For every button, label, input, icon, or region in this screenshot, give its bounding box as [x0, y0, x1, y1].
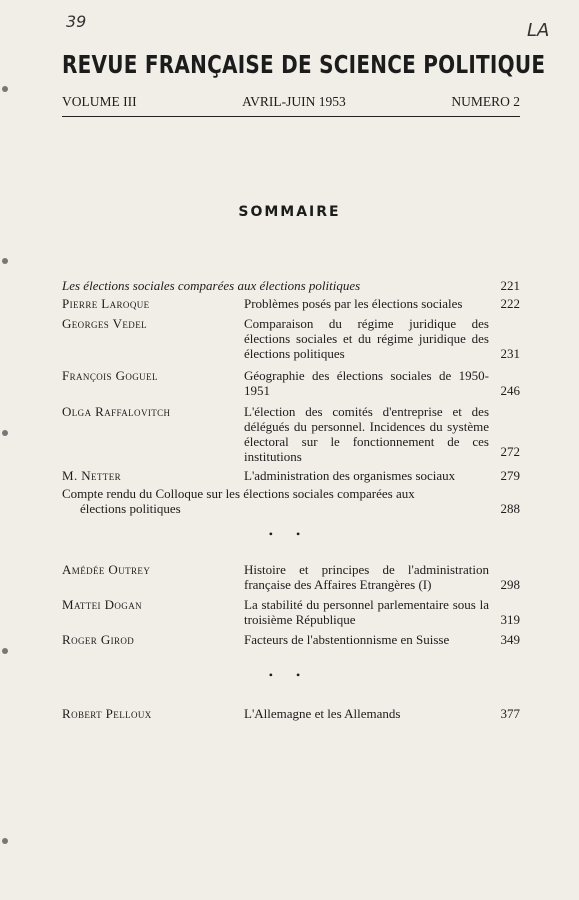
article-title: L'administration des organismes sociaux — [244, 468, 456, 483]
article-author: Roger Girod — [62, 632, 135, 647]
page-number: 298 — [500, 577, 520, 592]
page-number: 279 — [500, 468, 520, 483]
issue-date: AVRIL-JUIN 1953 — [242, 94, 346, 109]
page-number: 288 — [500, 501, 520, 516]
article-title: L'Allemagne et les Allemands — [244, 706, 401, 721]
article-title: Comparaison du régime juridique des élections sociales et du régime juridique des élections politiques — [244, 316, 489, 361]
report-title-line1: Compte rendu du Colloque sur les élections sociales comparées aux — [62, 486, 415, 501]
page-number: 231 — [500, 346, 520, 361]
issue-number: NUMERO 2 — [451, 94, 520, 109]
volume-label: VOLUME III — [62, 94, 137, 109]
journal-title: REVUE FRANÇAISE DE SCIENCE POLITIQUE — [62, 50, 546, 79]
article-author: Mattei Dogan — [62, 597, 142, 612]
page-number: 377 — [500, 706, 520, 721]
page-number: 319 — [500, 612, 520, 627]
handwritten-page-number: 39 — [66, 12, 87, 31]
report-title-line2: élections politiques — [80, 501, 181, 516]
article-author: François Goguel — [62, 368, 158, 383]
article-title: Facteurs de l'abstentionnisme en Suisse — [244, 632, 450, 647]
article-author: M. Netter — [62, 468, 122, 483]
binding-hole-mark — [2, 430, 8, 436]
page-number: 222 — [500, 296, 520, 311]
section-title: Les élections sociales comparées aux élections politiques — [62, 278, 361, 293]
article-title: L'élection des comités d'entreprise et des délégués du personnel. Incidences du système électoral sur le fonctionnement de ces institutions — [244, 404, 489, 464]
article-author: Amédée Outrey — [62, 562, 151, 577]
handwritten-initials: LA — [527, 20, 550, 41]
article-title: Géographie des élections sociales de 1950-1951 — [244, 368, 489, 398]
article-title: Histoire et principes de l'administration française des Affaires Etrangères (I) — [244, 562, 489, 592]
article-author: Robert Pelloux — [62, 706, 152, 721]
page-number: 221 — [500, 278, 520, 293]
binding-hole-mark — [2, 648, 8, 654]
page-number: 272 — [500, 444, 520, 459]
binding-hole-mark — [2, 86, 8, 92]
article-author: Olga Raffalovitch — [62, 404, 171, 419]
section-separator: • • — [268, 527, 311, 541]
page-number: 246 — [500, 383, 520, 398]
article-author: Georges Vedel — [62, 316, 147, 331]
issue-info — [62, 94, 520, 117]
article-author: Pierre Laroque — [62, 296, 150, 311]
page-number: 349 — [500, 632, 520, 647]
contents-heading: SOMMAIRE — [238, 204, 341, 220]
binding-hole-mark — [2, 838, 8, 844]
binding-hole-mark — [2, 258, 8, 264]
section-separator: • • — [268, 668, 311, 682]
article-title: Problèmes posés par les élections sociales — [244, 296, 463, 311]
article-title: La stabilité du personnel parlementaire sous la troisième République — [244, 597, 489, 627]
